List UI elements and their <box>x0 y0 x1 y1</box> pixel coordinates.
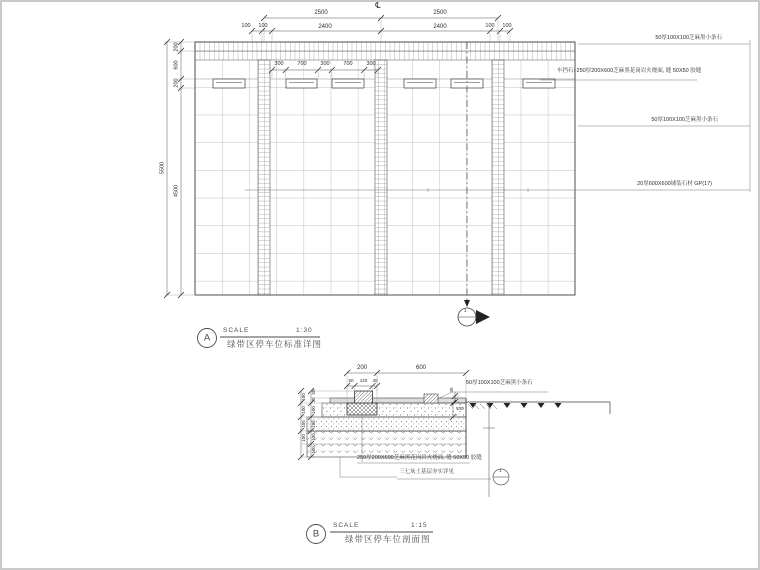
plan-annotation-paver: 20厚600X600铺装石材 GP(17) <box>637 181 712 187</box>
section-dim-lo-100b: 100 <box>300 406 306 414</box>
section-title-scale-value: 1:15 <box>411 522 428 529</box>
plan-dim-100-3: 100 <box>485 23 495 29</box>
section-dim-lo-105: 105 <box>300 420 306 428</box>
section-dim-li-100b: 100 <box>310 433 316 441</box>
section-dim-li-105: 105 <box>310 420 316 428</box>
section-title-letter: B <box>312 528 320 540</box>
plan-view-linework <box>164 15 750 326</box>
plan-dim-left-4500: 4500 <box>173 184 180 198</box>
section-dim-30: 30 <box>372 378 378 383</box>
section-dim-right-30: 30 <box>448 387 454 393</box>
plan-section-marker-label: 1 <box>464 308 467 313</box>
section-dim-lo-100a: 100 <box>300 393 306 401</box>
plan-dim-300-2: 300 <box>320 61 330 67</box>
plan-dim-2400-right: 2400 <box>433 24 447 30</box>
section-dim-li-100a: 100 <box>310 406 316 414</box>
section-title-scale-label: SCALE <box>333 522 360 529</box>
plan-dim-100-4: 100 <box>502 23 512 29</box>
plan-title-letter: A <box>203 332 211 344</box>
plan-dim-2500-left: 2500 <box>314 10 328 16</box>
plan-annotation-wheelstop: 车挡石: 250厚200X600芝麻黑花岗岩火烧面, 缝 50X50 胶缝 <box>557 68 702 74</box>
plan-dim-100-2: 100 <box>258 23 268 29</box>
section-dim-li-30: 30 <box>310 397 316 403</box>
plan-dim-2500-right: 2500 <box>433 10 447 16</box>
section-dim-200: 200 <box>356 365 367 371</box>
plan-dim-2400-left: 2400 <box>318 24 332 30</box>
plan-dim-300-3: 300 <box>366 61 376 67</box>
plan-dim-300-1: 300 <box>274 61 284 67</box>
section-annotation-subgrade: 三七灰土基层夯实详见 <box>399 469 455 475</box>
section-dim-50: 50 <box>348 378 354 383</box>
section-annotation-wheelstop: 250厚200X600芝麻黑花岗岩火烧面, 缝 50X50 胶缝 <box>357 455 482 461</box>
section-dim-120: 120 <box>359 378 368 383</box>
plan-dim-overall-5500: 5500 <box>159 161 166 175</box>
plan-centerline-symbol: ℄ <box>375 1 381 10</box>
plan-dim-left-600: 600 <box>173 60 180 70</box>
plan-annotation-stone-mid: 50厚100X100芝麻黑小条石 <box>651 117 718 123</box>
section-dim-lo-100c: 100 <box>300 434 306 442</box>
plan-dim-100-1: 100 <box>241 23 251 29</box>
section-dim-li-50: 50 <box>310 389 316 395</box>
section-title-text: 绿带区停车位剖面图 <box>345 534 431 544</box>
section-dim-600: 600 <box>415 365 426 371</box>
plan-dim-700-1: 700 <box>297 61 307 67</box>
plan-title-text: 绿带区停车位标准详图 <box>227 339 323 349</box>
section-annotation-stone: 50厚100X100芝麻黑小条石 <box>466 380 533 386</box>
section-ref-bubble-label: 1 <box>499 468 502 473</box>
plan-title-scale-label: SCALE <box>223 327 250 334</box>
plan-title-scale-value: 1:30 <box>296 327 313 334</box>
plan-dim-left-200-top: 200 <box>173 42 180 52</box>
plan-dim-left-200-bottom: 200 <box>173 78 180 88</box>
plan-dim-700-2: 700 <box>343 61 353 67</box>
section-dim-right-100: 100 <box>456 406 464 411</box>
section-dim-li-100c: 100 <box>310 446 316 454</box>
plan-annotation-stone-top: 50厚100X100芝麻黑小条石 <box>655 35 722 41</box>
